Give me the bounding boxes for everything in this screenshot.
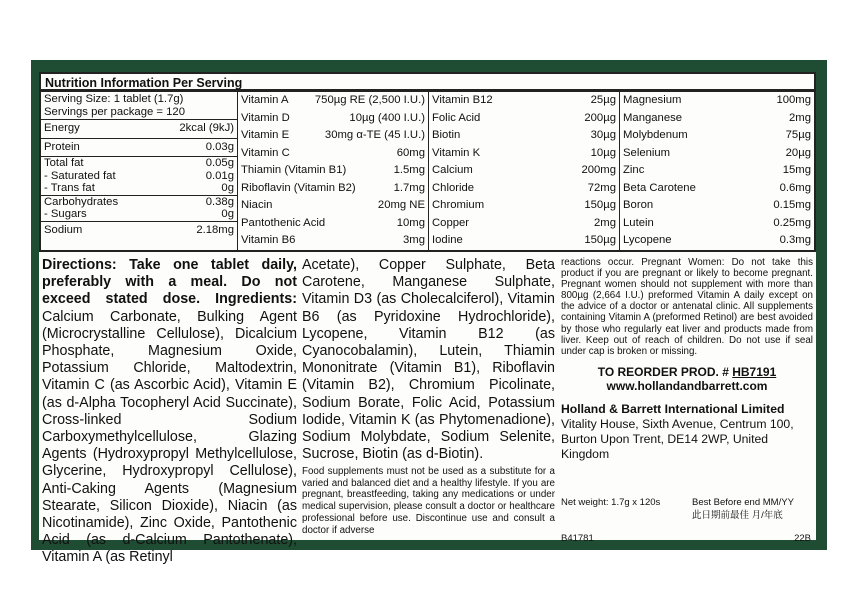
reorder-text: TO REORDER PROD. #: [597, 364, 729, 379]
nutrient-value: 25µg: [590, 94, 616, 106]
sugars-label: - Sugars: [44, 208, 87, 220]
trans-fat-value: 0g: [221, 182, 234, 194]
company-address: Vitality House, Sixth Avenue, Centrum 100, Burton Upon Trent, DE14 2WP, United Kingdom: [561, 416, 794, 461]
pregnancy-warning: reactions occur. Pregnant Women: Do not take this product if you are pregnant or likely to become pregnant. Pregnant women should not supplement with more than 800µg (2,664 I.U.) preformed Vitamin A daily except on the advice of a doctor or antenatal clinic. All supplements containing Vitamin A (preformed Retinol) are best avoided by those who regularly eat liver and products made from liver. Keep out of reach of children. Do not use if seal under cap is broken or missing.: [561, 257, 813, 357]
nutrient-label: Magnesium: [623, 94, 682, 106]
nutrient-value: 750µg RE (2,500 I.U.): [314, 94, 425, 106]
nutrient-row: [429, 197, 619, 215]
nutrient-value: 30µg: [590, 129, 616, 141]
nutrient-label: Chromium: [432, 199, 485, 211]
nutrient-row: [620, 110, 814, 128]
nutrient-row: [238, 215, 428, 233]
nutrient-row: [620, 197, 814, 215]
nutrient-row: [238, 145, 428, 163]
nutrient-value: 15mg: [782, 164, 811, 176]
energy-row: [41, 120, 237, 139]
ingredients-text-part2: Acetate), Copper Sulphate, Beta Carotene, Manganese Sulphate, Vitamin D3 (as Cholecalciferol), Vitamin B6 (as Pyridoxine Hydrochloride), Lycopene, Vitamin B12 (as Cyanocobalamin), Lutein, Thiamin Mononitrate (Vitamin B1), Riboflavin (Vitamin B2), Chromium Picolinate, Sodium Borate, Folic Acid, Potassium Iodide, Vitamin K (as Phytomenadione), Sodium Molybdate, Sodium Selenite, Sucrose, Biotin (as d-Biotin).: [302, 257, 555, 463]
product-label: [39, 72, 816, 566]
variant-code: 22B: [794, 533, 811, 544]
trans-fat-label: - Trans fat: [44, 182, 95, 194]
nutrient-value: 0.15mg: [773, 199, 811, 211]
nutrient-label: Iodine: [432, 234, 463, 246]
best-before: Best Before end MM/YY: [692, 497, 794, 508]
carbohydrate-block: [41, 196, 237, 222]
ingredients-text-part1: Calcium Carbonate, Bulking Agent (Microcrystalline Cellulose), Dicalcium Phosphate, Magnesium Oxide, Potassium Chloride, Maltodextrin, Vitamin C (as Ascorbic Acid), Vitamin E (as d-Alpha Tocopheryl Acid Succinate), Cross-linked Sodium Carboxymethylcellulose, Glazing Agents (Hydroxypropyl Methylcellulose, Glycerine, Hydroxypropyl Cellulose), Anti-Caking Agents (Magnesium Stearate, Silicon Dioxide), Niacin (as Nicotinamide), Zinc Oxide, Pantothenic Acid (as d-Calcium Pantothenate), Vitamin A (as Retinyl: [42, 308, 297, 566]
nutrient-label: Vitamin K: [432, 146, 481, 159]
nutrient-label: Niacin: [241, 199, 273, 211]
nutrient-value: 30mg α-TE (45 I.U.): [324, 129, 425, 141]
nutrient-value: 10µg (400 I.U.): [349, 111, 425, 124]
nutrient-row: [620, 180, 814, 198]
ingredients-label: Ingredients:: [215, 291, 297, 308]
nutrient-row: [238, 127, 428, 145]
nutrition-trace-column: [620, 92, 814, 250]
total-fat-label: Total fat: [44, 157, 84, 169]
protein-label: Protein: [44, 140, 80, 153]
servings-per-package: Servings per package = 120: [44, 106, 185, 118]
nutrient-value: 0.25mg: [773, 216, 811, 229]
nutrient-row: [620, 232, 814, 250]
nutrient-label: Vitamin D: [241, 111, 290, 124]
nutrient-label: Manganese: [623, 111, 683, 124]
nutrient-label: Chloride: [432, 181, 475, 194]
nutrient-label: Thiamin (Vitamin B1): [241, 164, 347, 176]
nutrient-row: [429, 92, 619, 110]
sodium-value: 2.18mg: [196, 223, 234, 236]
nutrient-label: Vitamin B12: [432, 94, 493, 106]
nutrient-label: Molybdenum: [623, 129, 688, 141]
nutrient-label: Riboflavin (Vitamin B2): [241, 181, 356, 194]
nutrient-row: [429, 145, 619, 163]
nutrient-value: 72mg: [587, 181, 616, 194]
nutrient-row: [429, 232, 619, 250]
nutrient-row: [429, 162, 619, 180]
right-panel: [561, 257, 813, 544]
nutrient-label: Zinc: [623, 164, 645, 176]
nutrient-label: Calcium: [432, 164, 473, 176]
nutrient-label: Folic Acid: [432, 111, 481, 124]
carbohydrates-value: 0.38g: [205, 195, 234, 208]
nutrition-title: Nutrition Information Per Serving: [39, 72, 816, 90]
nutrient-label: Vitamin E: [241, 129, 290, 141]
fat-block: [41, 157, 237, 196]
nutrient-value: 3mg: [403, 234, 425, 246]
nutrient-row: [620, 215, 814, 233]
nutrient-label: Boron: [623, 199, 654, 211]
serving-info: [41, 92, 237, 120]
nutrient-row: [238, 180, 428, 198]
nutrient-value: 75µg: [785, 129, 811, 141]
nutrient-label: Beta Carotene: [623, 181, 696, 194]
reorder-info: [561, 365, 813, 393]
nutrient-row: [238, 162, 428, 180]
nutrient-value: 1.7mg: [393, 181, 425, 194]
nutrient-label: Selenium: [623, 146, 671, 159]
net-weight-block: [561, 496, 813, 521]
nutrient-row: [238, 110, 428, 128]
nutrient-row: [620, 145, 814, 163]
reorder-code: HB7191: [732, 364, 777, 379]
nutrient-value: 2mg: [789, 111, 811, 124]
sugars-value: 0g: [221, 208, 234, 220]
nutrient-label: Biotin: [432, 129, 461, 141]
nutrition-basic-column: [41, 92, 238, 250]
nutrient-label: Vitamin A: [241, 94, 289, 106]
energy-label: Energy: [44, 122, 80, 134]
nutrient-value: 2mg: [594, 216, 616, 229]
nutrient-value: 10µg: [590, 146, 616, 159]
nutrient-value: 1.5mg: [393, 164, 425, 176]
nutrient-row: [429, 215, 619, 233]
nutrient-value: 100mg: [776, 94, 811, 106]
serving-size: Serving Size: 1 tablet (1.7g): [44, 93, 184, 105]
nutrient-row: [429, 110, 619, 128]
batch-code: B41781: [561, 533, 594, 544]
food-supplement-warning: Food supplements must not be used as a substitute for a varied and balanced diet and a healthy lifestyle. If you are pregnant, breastfeeding, taking any medications or under medical supervision, please consult a doctor or healthcare professional before use. Discontinue use and consult a doctor if adverse: [302, 466, 555, 536]
nutrient-value: 150µg: [584, 199, 616, 211]
total-fat-value: 0.05g: [205, 157, 234, 169]
protein-row: [41, 139, 237, 158]
nutrient-value: 20µg: [785, 146, 811, 159]
label-body: [39, 257, 816, 566]
nutrition-minerals-column: [429, 92, 620, 250]
nutrition-vitamins-column: [238, 92, 429, 250]
directions-ingredients: [42, 257, 297, 567]
nutrient-row: [429, 180, 619, 198]
nutrient-label: Lutein: [623, 216, 654, 229]
nutrient-row: [238, 92, 428, 110]
nutrient-label: Pantothenic Acid: [241, 216, 326, 229]
nutrient-value: 150µg: [584, 234, 616, 246]
nutrient-value: 200mg: [581, 164, 616, 176]
saturated-fat-value: 0.01g: [205, 169, 234, 182]
nutrient-row: [238, 232, 428, 250]
nutrient-value: 60mg: [396, 146, 425, 159]
nutrient-value: 0.6mg: [779, 181, 811, 194]
nutrient-label: Vitamin B6: [241, 234, 296, 246]
nutrient-row: [238, 197, 428, 215]
sodium-label: Sodium: [44, 223, 83, 236]
codes-row: [561, 533, 813, 544]
nutrient-row: [620, 162, 814, 180]
nutrient-value: 10mg: [396, 216, 425, 229]
nutrient-value: 20mg NE: [377, 199, 425, 211]
energy-value: 2kcal (9kJ): [179, 122, 234, 134]
nutrient-value: 200µg: [584, 111, 616, 124]
saturated-fat-label: - Saturated fat: [44, 169, 116, 182]
nutrient-value: 0.3mg: [779, 234, 811, 246]
nutrient-row: [429, 127, 619, 145]
carbohydrates-label: Carbohydrates: [44, 195, 119, 208]
directions-text: Directions: Take one tablet daily, preferably with a meal. Do not exceed stated dose.: [42, 257, 297, 308]
net-weight: Net weight: 1.7g x 120s: [561, 497, 661, 508]
nutrient-row: [620, 92, 814, 110]
best-before-block: [692, 496, 813, 522]
nutrient-label: Lycopene: [623, 234, 672, 246]
website: www.hollandandbarrett.com: [606, 378, 768, 393]
nutrition-table: [39, 90, 816, 252]
nutrient-label: Copper: [432, 216, 470, 229]
best-before-chinese: 此日期前最佳 月/年底: [692, 510, 783, 521]
company-name: Holland & Barrett International Limited: [561, 401, 785, 416]
nutrient-row: [620, 127, 814, 145]
protein-value: 0.03g: [205, 140, 234, 153]
nutrient-label: Vitamin C: [241, 146, 290, 159]
sodium-row: [41, 222, 237, 240]
